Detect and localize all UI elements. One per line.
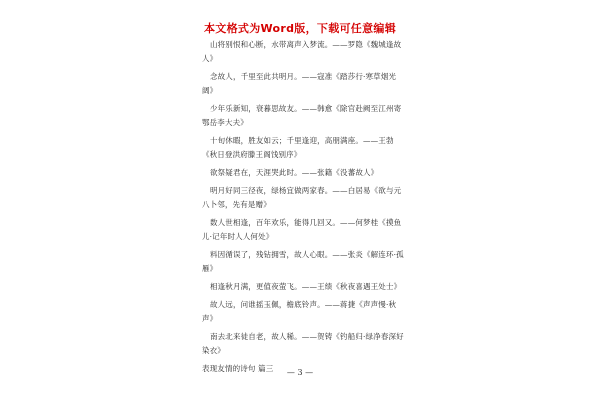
poem-paragraph: 相逢秋月满，更值夜萤飞。——王绩《秋夜喜遇王处士》 <box>210 282 402 291</box>
poem-paragraph: 欲祭疑君在，天涯哭此时。——张籍《没蕃故人》 <box>210 168 379 177</box>
poem-paragraph: 明月好同三径夜，绿杨宜做两家春。——白居易《欲与元八卜邻，先有是赠》 <box>202 186 402 209</box>
document-banner: 本文格式为Word版，下载可任意编辑 <box>204 22 396 35</box>
poem-paragraph: 故人远，问谁摇玉佩，檐底铃声。——蒋捷《声声慢·秋声》 <box>202 300 397 323</box>
poem-paragraph: 料因循误了，残钻拥雪，故人心眼。——张炎《解连环·孤雁》 <box>202 250 404 273</box>
section-heading: 表现友情的诗句 篇三 <box>202 364 274 373</box>
poem-paragraph: 数人世相逢，百年欢乐，能得几回又。——何梦桂《摸鱼儿·记年时人人何处》 <box>202 218 402 241</box>
page-number: — 3 — <box>286 368 314 377</box>
poem-paragraph: 念故人，千里至此共明月。——寇准《踏莎行·寒草烟光阔》 <box>202 72 397 95</box>
poem-paragraph: 少年乐新知，衰暮思故友。——韩愈《除官赴阙至江州寄鄂岳李大夫》 <box>202 104 402 127</box>
poem-paragraph: 十旬休暇，胜友如云；千里逢迎，高朋满座。——王勃《秋日登洪府滕王阁饯别序》 <box>202 136 394 159</box>
document-body <box>202 38 404 376</box>
poem-paragraph: 山将别恨和心断，水带离声入梦流。——罗隐《魏城逢故人》 <box>202 40 402 63</box>
poem-paragraph: 南去北来徒自老，故人稀。——贺铸《钓船归·绿净春深好染衣》 <box>202 332 404 355</box>
